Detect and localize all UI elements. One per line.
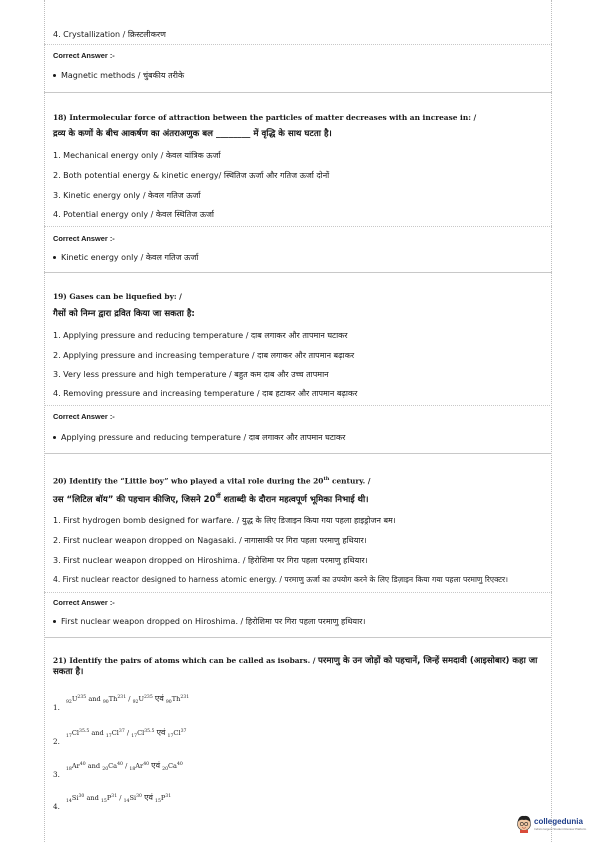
q17-option-4: 4. Crystallization / क्रिस्टलीकरण [53,30,166,39]
question-separator [44,272,552,273]
divider [44,592,552,593]
logo-tagline: India's largest Student Review Platform [534,827,587,831]
q20-title: 20) Identify the “Little boy” who played a vital role during the 20th century. / [53,476,371,486]
correct-answer: Magnetic methods / चुंबकीय तरीके [53,70,184,81]
left-margin-line [44,0,45,842]
q21-option-number-4: 4. [53,802,60,811]
correct-answer: First nuclear weapon dropped on Hiroshima. / हिरोशिमा पर गिरा पहला परमाणु हथियार। [53,616,365,627]
divider [44,226,552,227]
correct-answer-label: Correct Answer :- [53,412,115,421]
q21-title: 21) Identify the pairs of atoms which can be called as isobars. / परमाणु के उन जोड़ों को पहचानें, जिन्हें समदावी (आइसोबार) कहा जा [53,656,538,666]
question-separator [44,92,552,93]
correct-answer-label: Correct Answer :- [53,598,115,607]
student-face-icon [515,813,533,833]
divider [44,405,552,406]
correct-answer-label: Correct Answer :- [53,51,115,60]
q21-formula-1: $_{92}U^{235}$ and $_{90}Th^{231} / _{92}U^{235}$ एवं $_{90}Th^{231}$ [66,694,190,705]
q21-formula-2: $_{17}Cl^{35.5}$ and $_{17}Cl^{37} / _{17}Cl^{35.5}$ एवं $_{17}Cl^{37}$ [66,728,187,739]
correct-answer: Applying pressure and reducing temperature / दाब लगाकर और तापमान घटाकर [53,432,345,443]
q21-option-number-3: 3. [53,770,60,779]
logo-brand: collegedunia [534,817,583,826]
q20-option-2: 2. First nuclear weapon dropped on Nagasaki. / नागासाकी पर गिरा पहला परमाणु हथियार। [53,536,367,545]
correct-answer: Kinetic energy only / केवल गतिज ऊर्जा [53,252,198,263]
q19-option-3: 3. Very less pressure and high temperature / बहुत कम दाब और उच्च तापमान [53,370,329,379]
question-separator [44,637,552,638]
right-margin-line [551,0,552,842]
divider [44,44,552,45]
q18-option-4: 4. Potential energy only / केवल स्थितिज ऊर्जा [53,210,214,219]
q19-hindi: गैसों को निम्न द्वारा द्रवित किया जा सकता है: [53,309,195,319]
q21-option-number-1: 1. [53,703,60,712]
q20-option-1: 1. First hydrogen bomb designed for warfare. / युद्ध के लिए डिजाइन किया गया पहला हाइड्रोजन बम। [53,516,396,525]
q21-formula-3: $_{18}Ar^{40}$ and $_{20}Ca^{40} / _{18}Ar^{40}$ एवं $_{20}Ca^{40}$ [66,761,183,772]
correct-answer-label: Correct Answer :- [53,234,115,243]
q19-option-4: 4. Removing pressure and increasing temperature / दाब हटाकर और तापमान बढ़ाकर [53,389,358,398]
q18-title: 18) Intermolecular force of attraction between the particles of matter decreases with an increase in: / [53,113,477,122]
q20-option-3: 3. First nuclear weapon dropped on Hiroshima. / हिरोशिमा पर गिरा पहला परमाणु हथियार। [53,556,368,565]
q20-option-4: 4. First nuclear reactor designed to harness atomic energy. / परमाणु ऊर्जा का उपयोग करने के लिए डिज़ाइन किया गया पहला परमाणु रिएक्टर। [53,575,509,584]
q18-option-3: 3. Kinetic energy only / केवल गतिज ऊर्जा [53,191,201,200]
q18-option-1: 1. Mechanical energy only / केवल यांत्रिक ऊर्जा [53,151,221,160]
q21-title-cont: सकता है। [53,667,84,677]
q19-option-2: 2. Applying pressure and increasing temperature / दाब लगाकर और तापमान बढ़ाकर [53,351,355,360]
q19-title: 19) Gases can be liquefied by: / [53,292,182,301]
q19-option-1: 1. Applying pressure and reducing temperature / दाब लगाकर और तापमान घटाकर [53,331,348,340]
q21-formula-4: $_{14}Si^{30}$ and $_{15}P^{31} / _{14}Si^{30}$ एवं $_{15}P^{31}$ [66,793,172,804]
collegedunia-logo [515,812,595,838]
q21-option-number-2: 2. [53,737,60,746]
question-separator [44,453,552,454]
q18-option-2: 2. Both potential energy & kinetic energy/ स्थितिज ऊर्जा और गतिज ऊर्जा दोनों [53,171,330,180]
q20-hindi: उस “लिटिल बॉय” की पहचान कीजिए, जिसने $20^{वीं}$ शताब्दी के दौरान महत्वपूर्ण भूमिका निभाई थी। [53,493,369,505]
q18-hindi: द्रव्य के कणों के बीच आकर्षण का अंतराअणुक बल ________ में वृद्धि के साथ घटता है। [53,129,332,139]
